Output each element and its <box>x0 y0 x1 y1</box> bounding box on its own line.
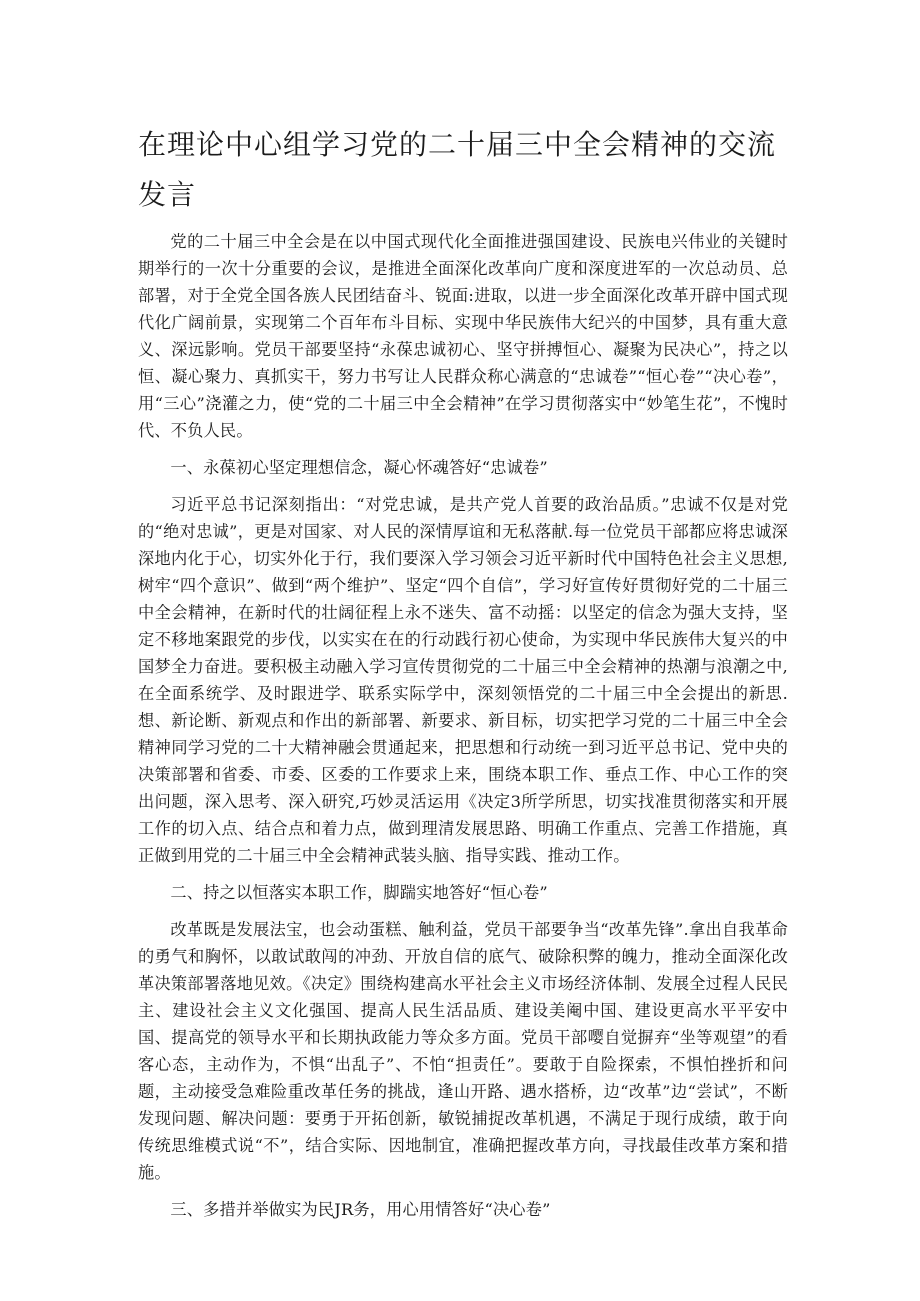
section-2-heading: 二、持之以恒落实本职工作，脚踹实地答好“恒心卷” <box>170 883 548 902</box>
section-2-paragraph: 改革既是发展法宝，也会动蛋糕、触利益，党员干部要争当“改革先锋”.拿出自我革命的勇气和胸怀，以敢试敢闯的冲劲、开放自信的底气、破除积弊的魄力，推动全面深化改革决策部署落地见效。《决定》围绕构建高水平社会主义市场经济体制、发展全过程人民民主、建设社会主义文化强国、提高人民生活品质、建设美阉中国、建设更高水平平安中国、提高党的领导水平和长期执政能力等众多方面。党员干部嘤自觉摒弃“坐等观望”的看客心态，主动作为，不惧“出乱子”、不怕“担责任”。要敢于自险探索，不惧怕挫折和问题，主动接受急难险重改革任务的挑战，逢山开路、遇水搭桥，边“改革”边“尝试”，不断发现问题、解决问题：要勇于开拓创新，敏锐捕捉改革机遇，不满足于现行成绩，敢于向传统思维模式说“不”，结合实际、因地制宜，准确把握改革方向，寻找最佳改革方案和措施。 <box>138 920 788 1182</box>
document-title: 在理论中心组学习党的二十届三中全会精神的交流发言 <box>138 128 777 211</box>
section-1-paragraph: 习近平总书记深刻指出：“对党忠诚，是共产党人首要的政治品质。”忠诚不仅是对党的“绝对忠诚”，更是对国家、对人民的深情厚谊和无私落献.每一位党员干部都应将忠诚深深地内化于心，切实外化于行，我们要深入学习领会习近平新时代中国特色社会主义思想,树牢“四个意识”、做到“两个维护”、坚定“四个自信”，学习好宣传好贯彻好党的二十届三中全会精神，在新时代的壮阔征程上永不迷失、富不动摇：以坚定的信念为强大支持，坚定不移地案跟党的步伐，以实实在在的行动践行初心使命，为实现中华民族伟大复兴的中国梦全力奋进。要积极主动融入学习宣传贯彻党的二十届三中全会精神的热潮与浪潮之中,在全面系统学、及时跟进学、联系实际学中，深刻领悟党的二十届三中全会提出的新思.想、新论断、新观点和作出的新部署、新要求、新目标，切实把学习党的二十届三中全会精神同学习党的二十大精神融会贯通起来，把思想和行动统一到习近平总书记、党中央的决策部署和省委、市委、区委的工作要求上来，围绕本职工作、垂点工作、中心工作的突出问题，深入思考、深入研究,巧妙灵活运用《决定3所学所思，切实找准贯彻落实和开展工作的切入点、结合点和着力点，做到理清发展思路、明确工作重点、完善工作措施，真正做到用党的二十届三中全会精神武装头脑、指导实践、推动工作。 <box>138 495 788 865</box>
section-1-heading: 一、永葆初心坚定理想信念，凝心怀魂答好“忠诚卷” <box>170 458 548 477</box>
document-body <box>138 228 788 1223</box>
section-3-heading: 三、多措并举做实为民JR务，用心用情答好“决心卷” <box>170 1200 551 1219</box>
intro-paragraph: 党的二十届三中全会是在以中国式现代化全面推进强国建设、民族电兴伟业的关键时期举行的一次十分重要的会议，是推进全面深化改革向广度和深度进军的一次总动员、总部署，对于全党全国各族人民团结奋斗、锐面:进取，以进一步全面深化改革开辟中国式现代化广阔前景，实现第二个百年布斗目标、实现中华民族伟大纪兴的中国梦，具有重大意义、深远影响。党员干部要坚持“永葆忠诚初心、坚守拼搏恒心、凝聚为民决心”，持之以恒、凝心聚力、真抓实干，努力书写让人民群众称心满意的“忠诚卷”“恒心卷”“决心卷”，用“三心”浇灌之力，使“党的二十届三中全会精神”在学习贯彻落实中“妙笔生花”，不愧时代、不负人民。 <box>138 232 788 440</box>
